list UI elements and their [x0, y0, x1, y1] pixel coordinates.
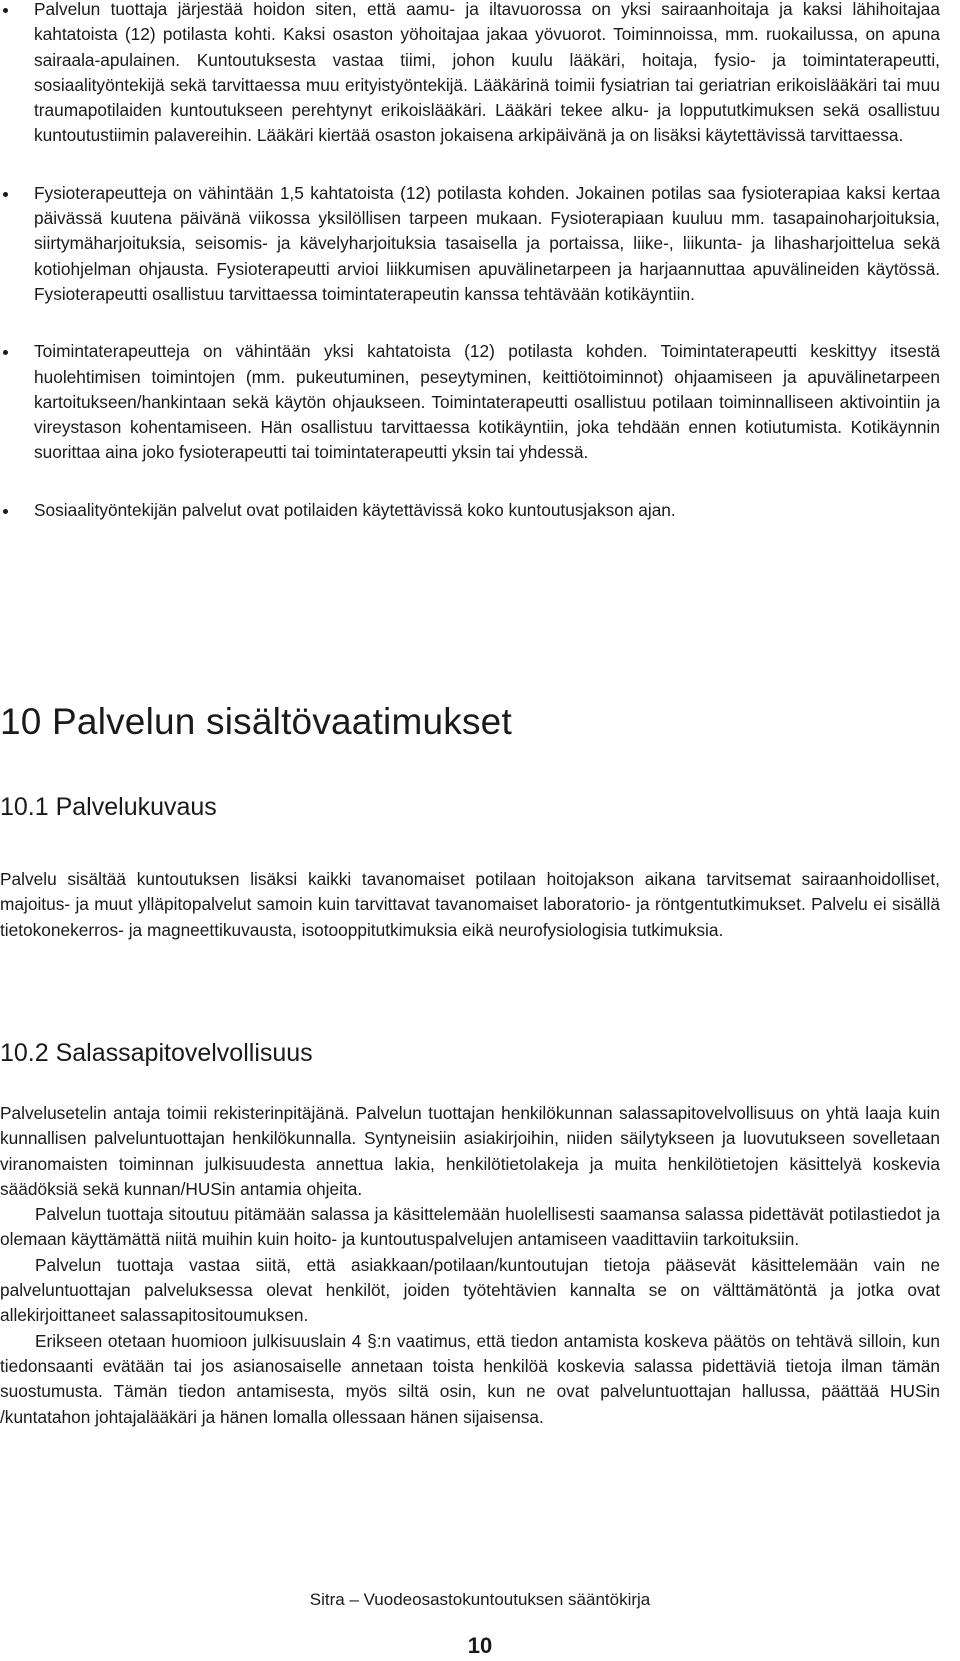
confidentiality-paragraph-4: Erikseen otetaan huomioon julkisuuslain 4 §:n vaatimus, että tiedon antamista koskeva päätös on tehtävä silloin, kun tiedonsaanti evätään tai jos asianosaiselle annetaan toista henkilöä koskevia salassa pidettäviä tietoja ilman tämän suostumusta. Tämän tiedon antamisesta, myös siltä osin, kun ne ovat palveluntuottajan hallussa, päättää HUSin /kuntatahon johtajalääkäri ja hänen lomalla ollessaan hänen sijaisensa. — [0, 1330, 940, 1427]
subsection-heading-confidentiality: 10.2 Salassapitovelvollisuus — [0, 1039, 313, 1067]
description-paragraph: Palvelu sisältää kuntoutuksen lisäksi kaikki tavanomaiset potilaan hoitojakson aikana tarvitsemat sairaanhoidolliset, majoitus- ja muut ylläpitopalvelut samoin kuin tarvittavat tavanomaiset laboratorio- ja röntgentutkimukset. Palvelu ei sisällä tietokonekerros- ja magneettikuvausta, isotooppitutkimuksia eikä neurofysiologisia tutkimuksia. — [0, 869, 940, 940]
confidentiality-body — [0, 1101, 940, 1430]
page-number: 10 — [467, 1633, 493, 1658]
bullet-social-worker: Sosiaalityöntekijän palvelut ovat potilaiden käytettävissä koko kuntoutusjakson ajan. — [0, 498, 940, 523]
confidentiality-paragraph-2: Palvelun tuottaja sitoutuu pitämään salassa ja käsittelemään huolellisesti saamansa salassa pidettävät potilastiedot ja olemaan käyttämättä niitä muihin kuin hoito- ja kuntoutuspalvelujen antamiseen vaadittaviin tarkoituksiin. — [0, 1204, 940, 1250]
description-body — [0, 867, 940, 943]
subsection-heading-description: 10.1 Palvelukuvaus — [0, 793, 217, 821]
bullet-occupational-therapists: Toimintaterapeutteja on vähintään yksi kahtatoista (12) potilasta kohden. Toimintaterapeutti keskittyy itsestä huolehtimisen toimintojen (mm. pukeutuminen, peseytyminen, keittiötoiminnot) ohjaamiseen ja apuvälinetarpeen kartoitukseen/hankintaan sekä käytön ohjaukseen. Toimintaterapeutti osallistuu potilaan toiminnalliseen aktivointiin ja vireystason kohentamiseen. Hän osallistuu tarvittaessa kotikäyntiin, joka tehdään ennen kotiutumista. Kotikäynnin suorittaa aina joko fysioterapeutti tai toimintaterapeutti yksin tai yhdessä. — [0, 339, 940, 465]
staffing-bullet-list — [0, 0, 940, 555]
section-heading: 10 Palvelun sisältövaatimukset — [0, 701, 512, 742]
confidentiality-paragraph-1: Palvelusetelin antaja toimii rekisterinpitäjänä. Palvelun tuottajan henkilökunnan salassapitovelvollisuus on yhtä laaja kuin kunnallisen palveluntuottajan henkilökunnalla. Syntyneisiin asiakirjoihin, niiden säilytykseen ja luovutukseen sovelletaan viranomaisten toiminnan julkisuudesta annettua lakia, henkilötietolakeja ja muita henkilötietojen käsittelyä koskevia säädöksiä sekä kunnan/HUSin antamia ohjeita. — [0, 1103, 940, 1199]
confidentiality-paragraph-3: Palvelun tuottaja vastaa siitä, että asiakkaan/potilaan/kuntoutujan tietoja pääsevät käsittelemään vain ne palveluntuottajan palveluksessa olevat henkilöt, joiden työtehtävien kannalta se on välttämätöntä ja jotka ovat allekirjoittaneet salassapitositoumuksen. — [0, 1254, 940, 1326]
footer-document-title: Sitra – Vuodeosastokuntoutuksen sääntökirja — [309, 1590, 651, 1609]
bullet-physiotherapists: Fysioterapeutteja on vähintään 1,5 kahtatoista (12) potilasta kohden. Jokainen potilas saa fysioterapiaa kaksi kertaa päivässä kuutena päivänä viikossa yksilöllisen tarpeen mukaan. Fysioterapiaan kuuluu mm. tasapainoharjoituksia, siirtymäharjoituksia, seisomis- ja kävelyharjoituksia tasaisella ja portaissa, liike-, liikunta- ja lihasharjoittelua sekä kotiohjelman ohjausta. Fysioterapeutti arvioi liikkumisen apuvälinetarpeen ja harjaannuttaa apuvälineiden käytössä. Fysioterapeutti osallistuu tarvittaessa toimintaterapeutin kanssa tehtävään kotikäyntiin. — [0, 181, 940, 307]
bullet-nursing-staff: Palvelun tuottaja järjestää hoidon siten, että aamu- ja iltavuorossa on yksi sairaanhoitaja ja kaksi lähihoitajaa kahtatoista (12) potilasta kohti. Kaksi osaston yöhoitajaa jakaa yövuorot. Toiminnoissa, mm. ruokailussa, on apuna sairaala-apulainen. Kuntoutuksesta vastaa tiimi, johon kuulu lääkäri, hoitaja, fysio- ja toimintaterapeutti, sosiaalityöntekijä sekä tarvittaessa muu erityistyöntekijä. Lääkärinä toimii fysiatrian tai geriatrian erikoislääkäri tai muu traumapotilaiden kuntoutukseen perehtynyt erikoislääkäri. Lääkäri tekee alku- ja loppututkimuksen sekä osallistuu kuntoutustiimin palavereihin. Lääkäri kiertää osaston jokaisena arkipäivänä ja on lisäksi käytettävissä tarvittaessa. — [0, 0, 940, 149]
